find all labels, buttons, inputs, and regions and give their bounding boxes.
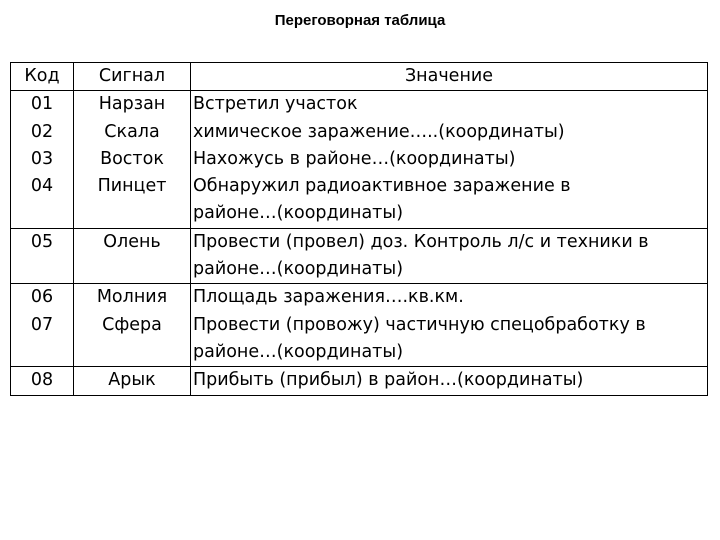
meaning-cell: химическое заражение…..(координаты) <box>191 119 708 146</box>
signal-cell: Скала <box>74 119 191 146</box>
meaning-cell: Площадь заражения….кв.км. <box>191 284 708 312</box>
meaning-line: районе…(координаты) <box>193 203 404 224</box>
table-row <box>11 146 708 173</box>
code-cell: 02 <box>11 119 74 146</box>
meaning-line: районе…(координаты) <box>193 341 404 362</box>
signal-cell: Олень <box>74 228 191 284</box>
meaning-cell <box>191 228 708 284</box>
signal-cell: Сфера <box>74 312 191 367</box>
code-cell: 03 <box>11 146 74 173</box>
table-row <box>11 228 708 284</box>
table-row <box>11 119 708 146</box>
page-title: Переговорная таблица <box>274 12 446 29</box>
meaning-cell <box>191 173 708 228</box>
signal-cell: Восток <box>74 146 191 173</box>
header-meaning: Значение <box>191 63 708 91</box>
meaning-line: Обнаружил радиоактивное заражение в <box>193 176 571 197</box>
table-row <box>11 173 708 228</box>
code-cell: 04 <box>11 173 74 228</box>
signal-cell: Нарзан <box>74 91 191 119</box>
table-row <box>11 312 708 367</box>
table-row <box>11 91 708 119</box>
meaning-cell: Нахожусь в районе…(координаты) <box>191 146 708 173</box>
code-cell: 08 <box>11 367 74 395</box>
signal-cell: Арык <box>74 367 191 395</box>
signal-cell: Молния <box>74 284 191 312</box>
meaning-line: районе…(координаты) <box>193 259 404 280</box>
code-cell: 05 <box>11 228 74 284</box>
signal-table <box>10 62 708 396</box>
table-row <box>11 284 708 312</box>
table-row <box>11 367 708 395</box>
meaning-line: Провести (провел) доз. Контроль л/с и техники в <box>193 231 649 252</box>
meaning-cell: Прибыть (прибыл) в район…(координаты) <box>191 367 708 395</box>
code-cell: 01 <box>11 91 74 119</box>
meaning-cell <box>191 312 708 367</box>
meaning-cell: Встретил участок <box>191 91 708 119</box>
code-cell: 07 <box>11 312 74 367</box>
header-signal: Сигнал <box>74 63 191 91</box>
meaning-line: Провести (провожу) частичную спецобработку в <box>193 314 646 335</box>
signal-cell: Пинцет <box>74 173 191 228</box>
code-cell: 06 <box>11 284 74 312</box>
header-code: Код <box>11 63 74 91</box>
table-header-row <box>11 63 708 91</box>
